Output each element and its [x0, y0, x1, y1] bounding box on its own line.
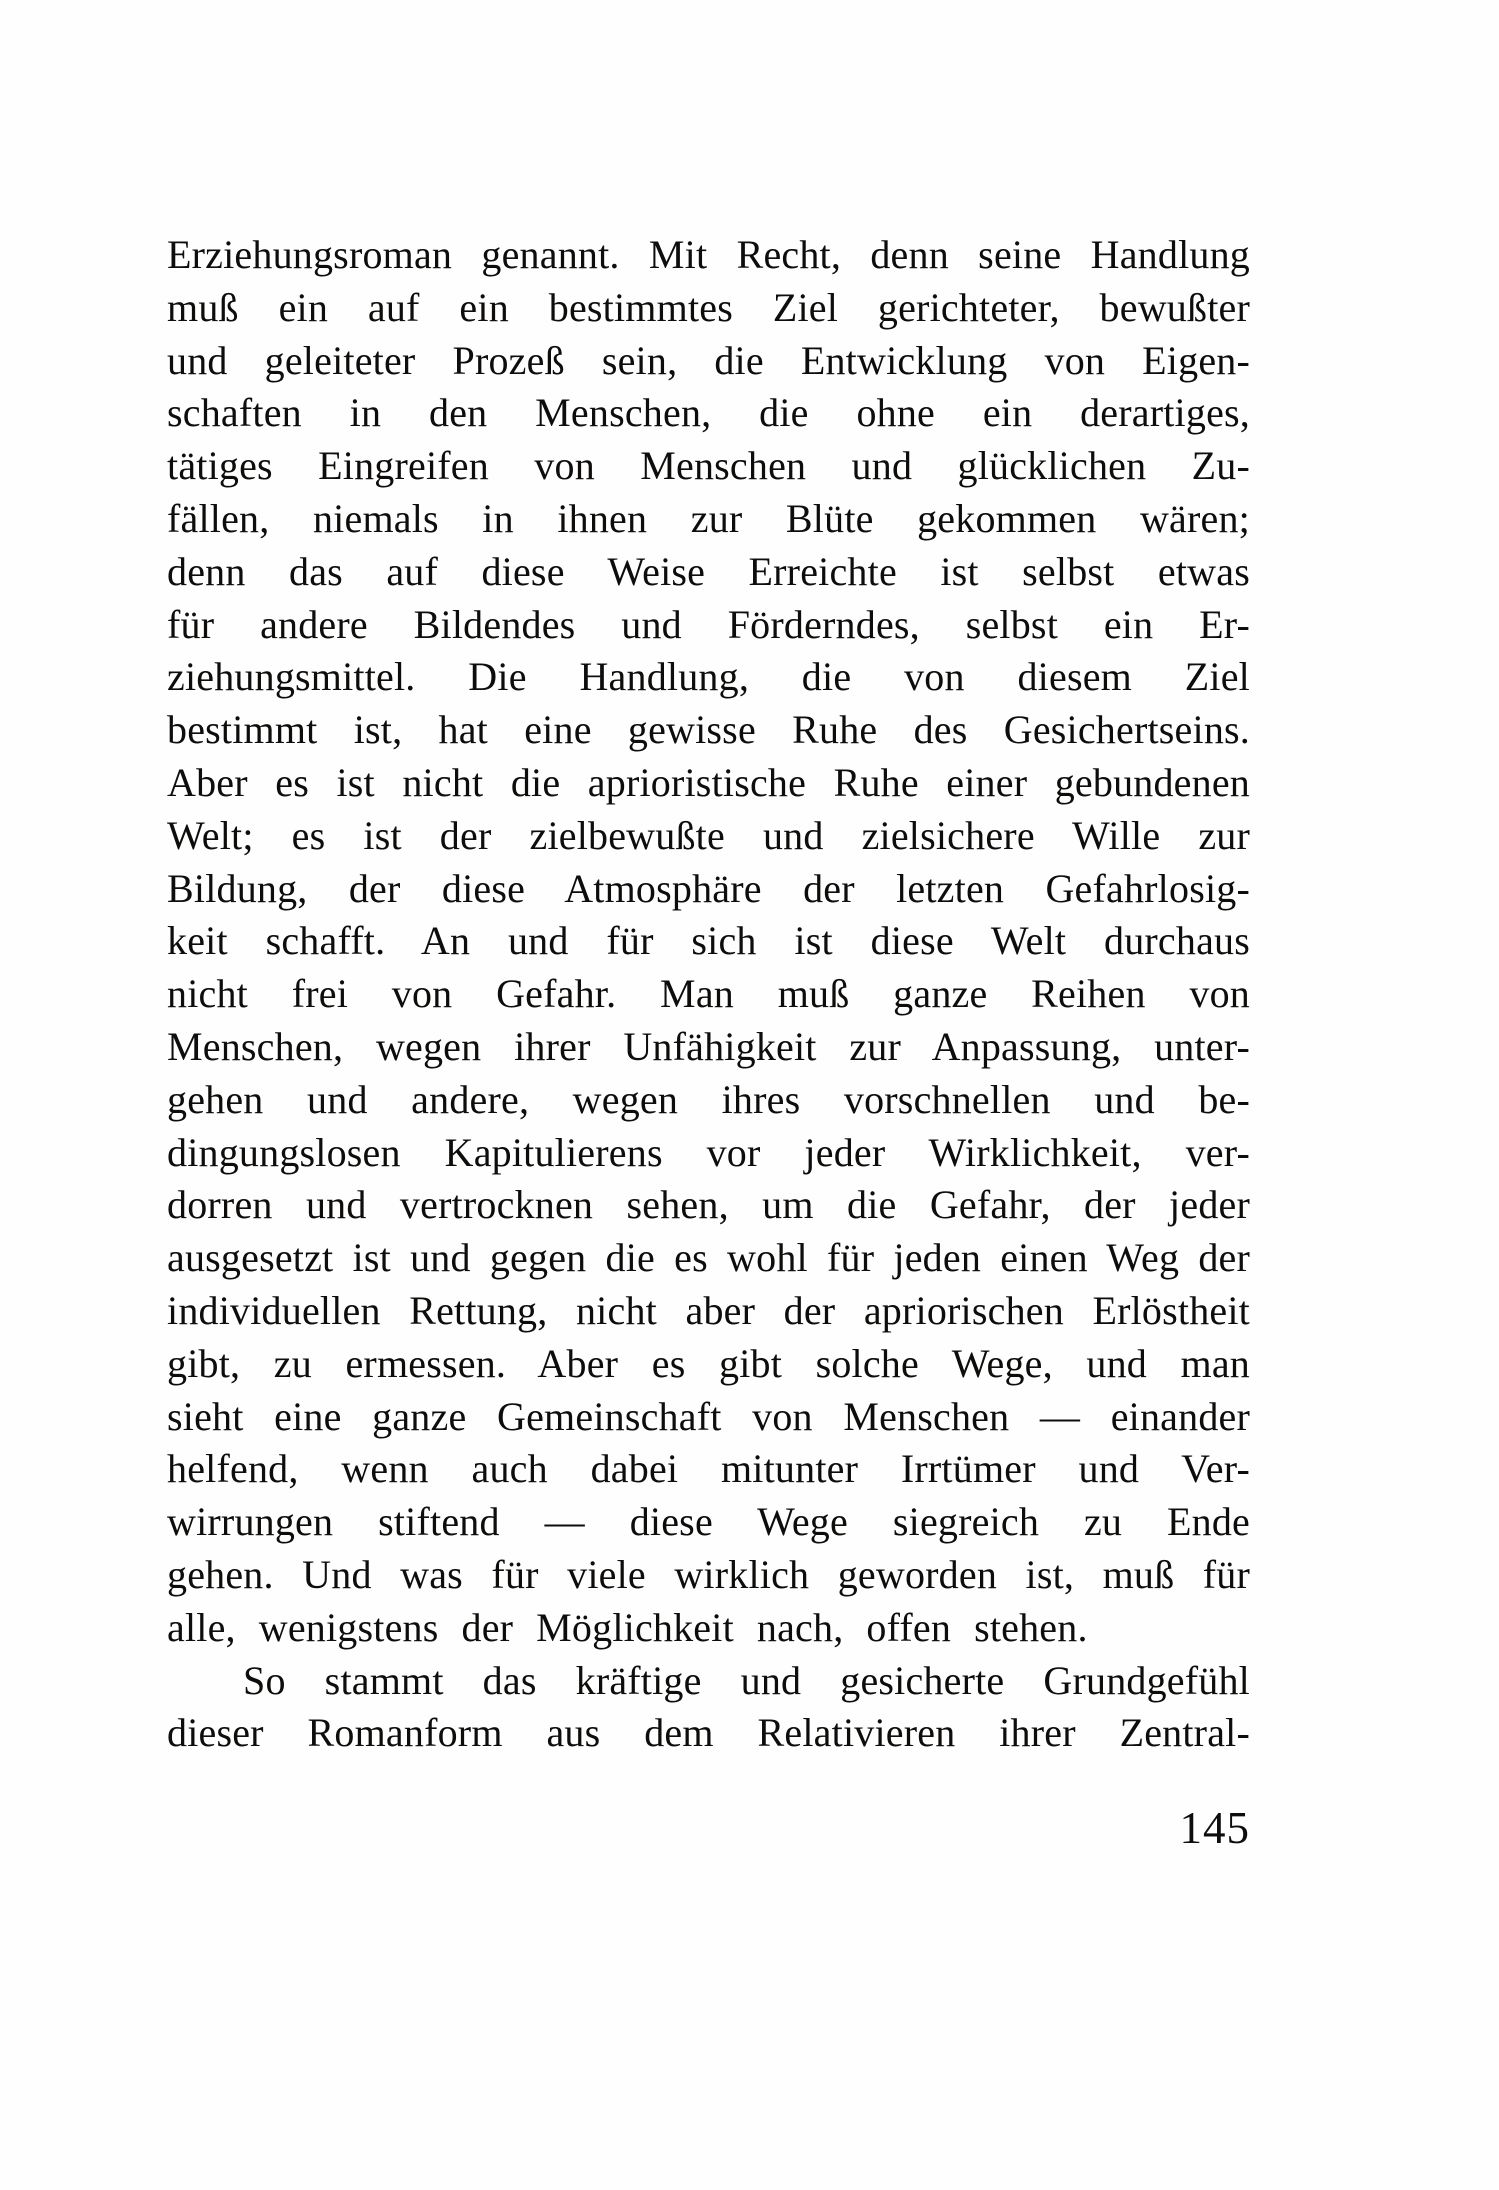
- text-line: helfend, wenn auch dabei mitunter Irrtümer und Ver-: [167, 1446, 1250, 1492]
- text-line: fällen, niemals in ihnen zur Blüte gekommen wären;: [167, 495, 1250, 541]
- text-line: sieht eine ganze Gemeinschaft von Menschen — einander: [167, 1393, 1250, 1439]
- body-text: [167, 229, 1250, 1760]
- text-line: dingungslosen Kapitulierens vor jeder Wirklichkeit, ver-: [167, 1129, 1250, 1175]
- text-line: und geleiteter Prozeß sein, die Entwicklung von Eigen-: [167, 337, 1250, 383]
- page-number: 145: [1179, 1803, 1250, 1853]
- text-line: wirrungen stiftend — diese Wege siegreich zu Ende: [167, 1499, 1250, 1545]
- text-line: Welt; es ist der zielbewußte und zielsichere Wille zur: [167, 812, 1250, 858]
- text-line: denn das auf diese Weise Erreichte ist selbst etwas: [167, 548, 1250, 594]
- text-line: Erziehungsroman genannt. Mit Recht, denn seine Handlung: [167, 232, 1250, 277]
- text-line: Aber es ist nicht die aprioristische Ruhe einer gebundenen: [167, 759, 1250, 805]
- text-line: gehen und andere, wegen ihres vorschnellen und be-: [167, 1076, 1250, 1122]
- text-line: tätiges Eingreifen von Menschen und glücklichen Zu-: [167, 443, 1250, 489]
- text-line: bestimmt ist, hat eine gewisse Ruhe des Gesichertseins.: [167, 707, 1250, 753]
- text-line: Menschen, wegen ihrer Unfähigkeit zur Anpassung, unter-: [167, 1023, 1250, 1069]
- text-line: schaften in den Menschen, die ohne ein derartiges,: [167, 390, 1250, 436]
- text-line-paragraph-end: alle, wenigstens der Möglichkeit nach, offen stehen.: [167, 1604, 1088, 1650]
- text-line: für andere Bildendes und Förderndes, selbst ein Er-: [167, 601, 1250, 647]
- text-line: muß ein auf ein bestimmtes Ziel gerichteter, bewußter: [167, 284, 1250, 330]
- text-line: gehen. Und was für viele wirklich geworden ist, muß für: [167, 1551, 1250, 1597]
- text-line: dorren und vertrocknen sehen, um die Gefahr, der jeder: [167, 1182, 1250, 1228]
- text-line: individuellen Rettung, nicht aber der apriorischen Erlöstheit: [167, 1287, 1250, 1333]
- text-line: Bildung, der diese Atmosphäre der letzten Gefahrlosig-: [167, 865, 1250, 911]
- text-line: ziehungsmittel. Die Handlung, die von diesem Ziel: [167, 654, 1250, 700]
- text-line: gibt, zu ermessen. Aber es gibt solche Wege, und man: [167, 1340, 1250, 1386]
- text-line-paragraph-start: So stammt das kräftige und gesicherte Grundgefühl: [243, 1657, 1250, 1703]
- text-line: dieser Romanform aus dem Relativieren ihrer Zentral-: [167, 1710, 1250, 1756]
- text-line: ausgesetzt ist und gegen die es wohl für jeden einen Weg der: [167, 1235, 1250, 1281]
- text-line: keit schafft. An und für sich ist diese Welt durchaus: [167, 918, 1250, 964]
- text-line: nicht frei von Gefahr. Man muß ganze Reihen von: [167, 971, 1250, 1017]
